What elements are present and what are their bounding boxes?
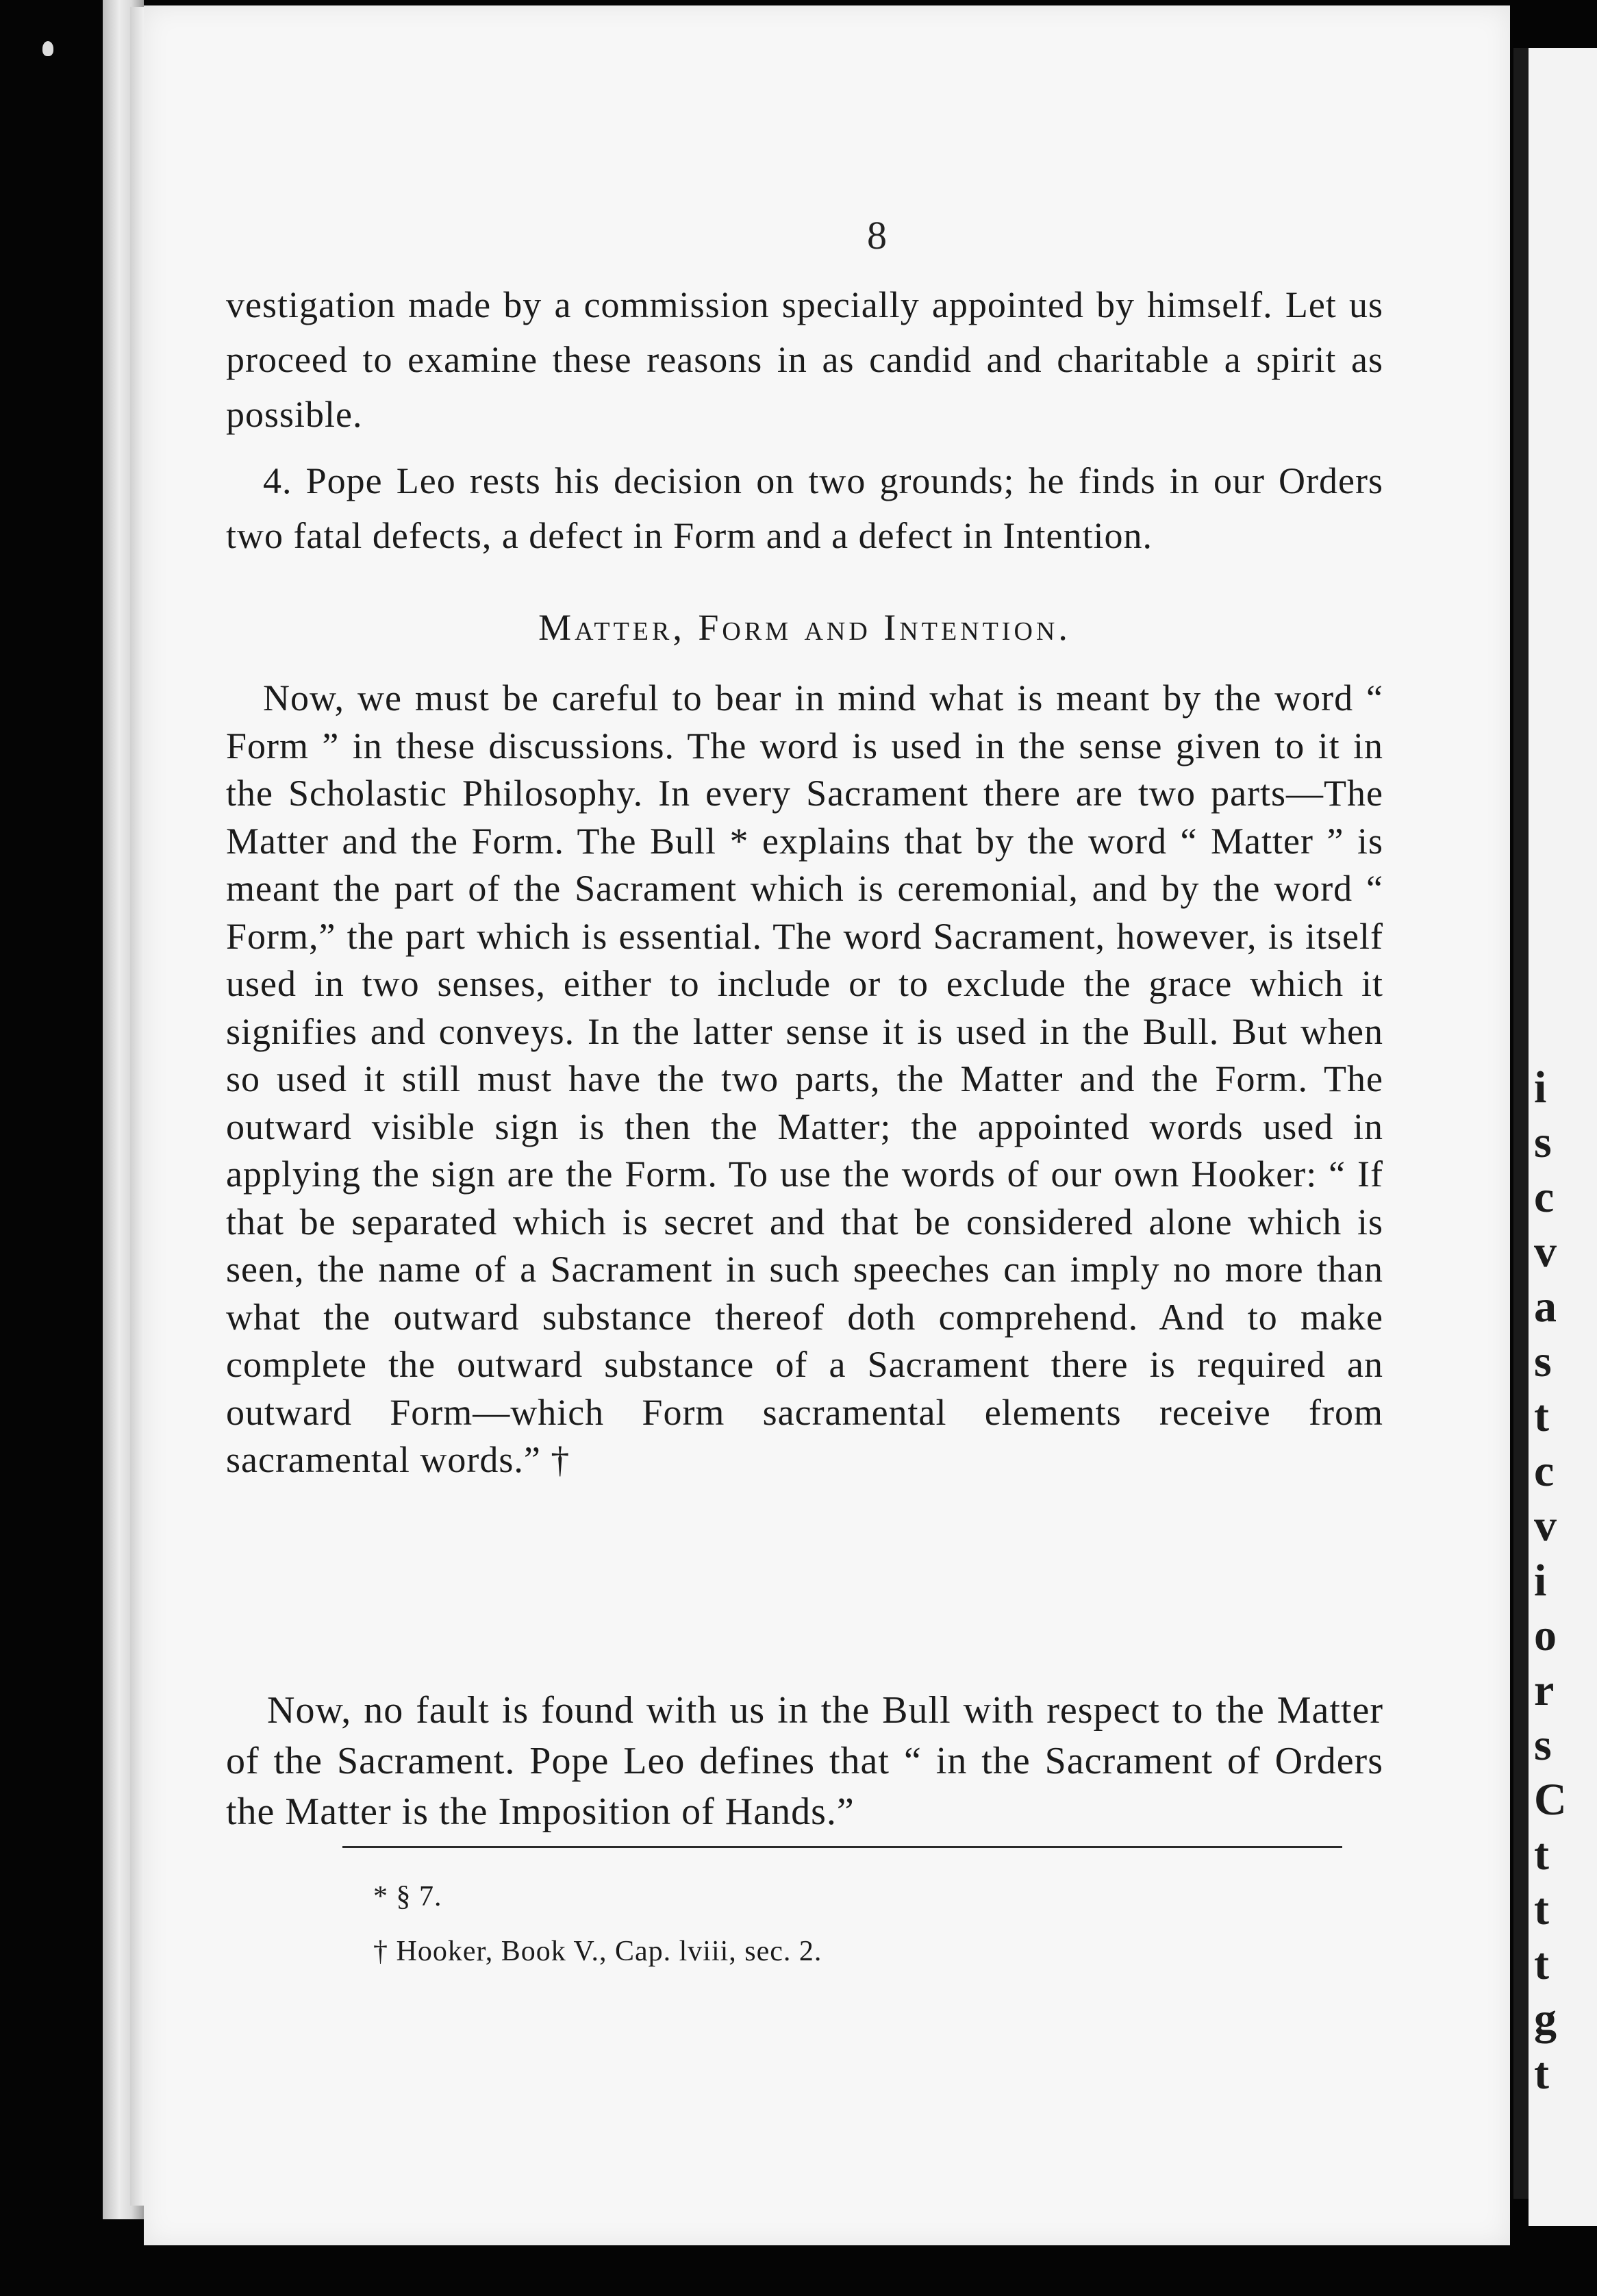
facing-page-fragment: i: [1534, 1556, 1547, 1606]
facing-page-fragment: v: [1534, 1227, 1557, 1277]
page-stack-edge: [130, 7, 145, 2206]
footnote-2: † Hooker, Book V., Cap. lviii, sec. 2.: [373, 1936, 822, 1967]
facing-page-fragment: v: [1534, 1501, 1557, 1551]
facing-page-fragment: c: [1534, 1172, 1555, 1222]
facing-page-fragment: c: [1534, 1446, 1555, 1496]
facing-page-fragment: o: [1534, 1610, 1557, 1660]
book-gutter: [1513, 48, 1529, 2199]
facing-page-fragment: s: [1534, 1720, 1552, 1770]
facing-page-fragment: C: [1534, 1775, 1567, 1825]
facing-page-fragment: a: [1534, 1282, 1557, 1332]
facing-page-fragment: t: [1534, 1830, 1549, 1880]
paragraph-4: [226, 453, 1383, 563]
paragraph-text: Now, we must be careful to bear in mind what is meant by the word “ Form ” in these discussions. The word is used in the sense given to it in the Scholastic Philosophy. In every Sacrament there are two parts—The Matter and the Form. The Bull * explains that by the word “ Matter ” is meant the part of the Sacrament which is ceremonial, and by the word “ Form,” the part which is essential. The word Sacrament, however, is itself used in two senses, either to include or to exclude the grace which it signifies and conveys. In the latter sense it is used in the Bull. But when so used it still must have the two parts, the Matter and the Form. The outward visible sign is then the Matter; the appointed words used in applying the sign are the Form. To use the words of our own Hooker: “ If that be separated which is secret and that be considered alone which is seen, the name of a Sacrament in such speeches can imply no more than what the outward substance thereof doth comprehend. And to make complete the outward substance of a Sacrament there is required an outward Form—which Form sacramental elements receive from sacramental words.” †: [226, 677, 1383, 1480]
paragraph-text: 4. Pope Leo rests his decision on two grounds; he finds in our Orders two fatal defects, a defect in Form and a defect in Intention.: [226, 460, 1383, 556]
facing-page-fragment: t: [1534, 1391, 1549, 1441]
paragraph-text: vestigation made by a commission specially appointed by himself. Let us proceed to examine these reasons in as candid and charitable a spirit as possible.: [226, 284, 1383, 435]
section-heading: Matter, Form and Intention.: [538, 607, 1071, 648]
footnote-1: * § 7.: [373, 1881, 442, 1912]
scan-mark: [42, 41, 53, 56]
facing-page-fragment: g: [1534, 1994, 1557, 2044]
paragraph-continued: [226, 277, 1383, 442]
facing-page-edge: [1529, 48, 1597, 2226]
page-number: 8: [867, 213, 887, 258]
facing-page-fragment: r: [1534, 1665, 1555, 1715]
facing-page-fragment: i: [1534, 1062, 1547, 1112]
facing-page-fragment: s: [1534, 1336, 1552, 1386]
facing-page-fragment: s: [1534, 1117, 1552, 1167]
footnote-rule: [342, 1846, 1342, 1848]
facing-page-fragment: t: [1534, 1939, 1549, 1989]
paragraph-no-fault: [226, 1685, 1383, 1837]
paragraph-matter-form: [226, 675, 1383, 1484]
facing-page-fragment: t: [1534, 2049, 1549, 2099]
paragraph-text: Now, no fault is found with us in the Bull with respect to the Matter of the Sacrament. Pope Leo defines that “ in the Sacrament of Orders the Matter is the Imposition of Hands.”: [226, 1689, 1383, 1833]
facing-page-fragment: t: [1534, 1884, 1549, 1934]
